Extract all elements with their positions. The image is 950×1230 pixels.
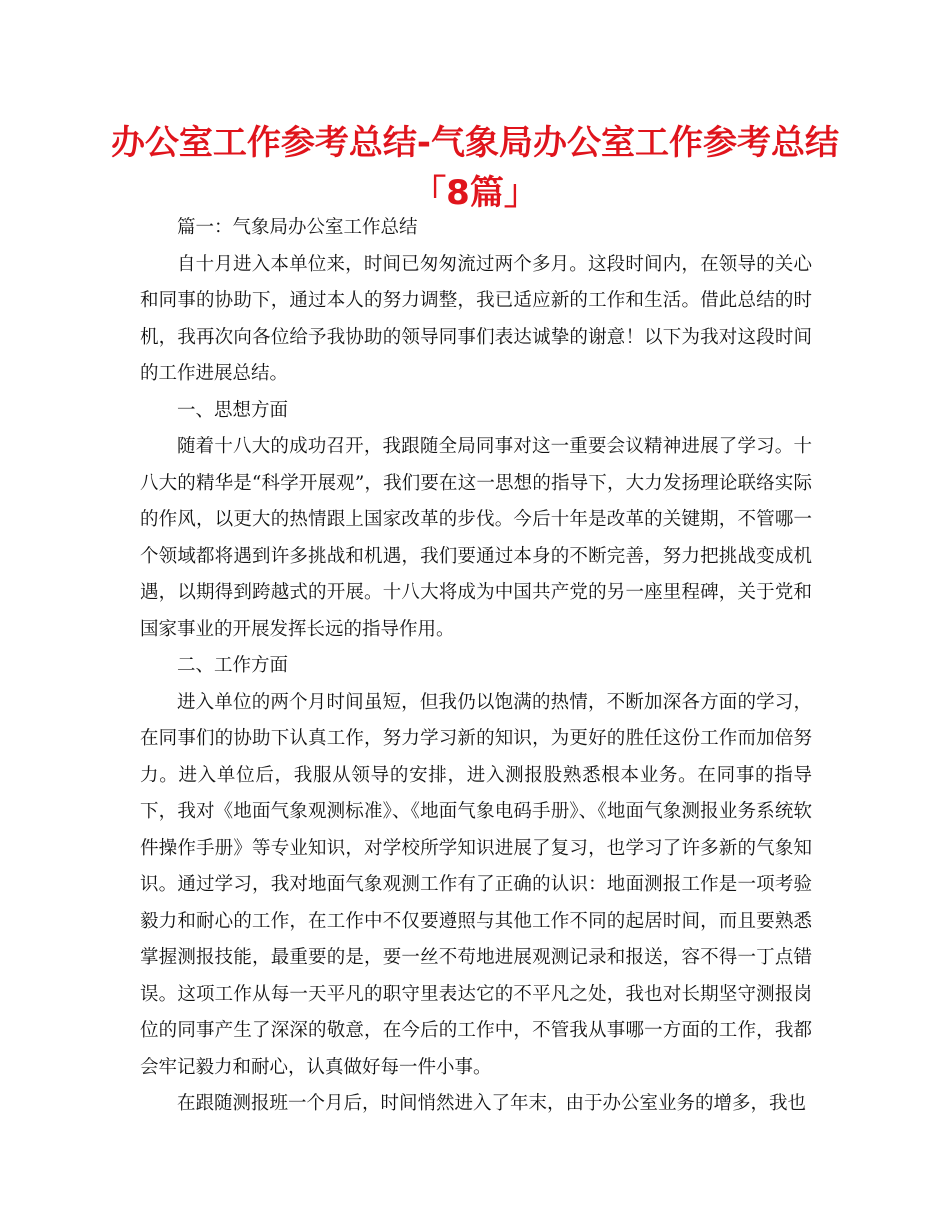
document-title: 办公室工作参考总结-气象局办公室工作参考总结「8篇」: [110, 123, 840, 213]
section-heading: 一、思想方面: [177, 399, 289, 421]
document-body: [140, 210, 812, 1123]
section-heading: 二、工作方面: [177, 655, 289, 676]
paragraph: 进入单位的两个月时间虽短，但我仍以饱满的热情，不断加深各方面的学习，在同事们的协助下认真工作，努力学习新的知识，为更好的胜任这份工作而加倍努力。进入单位后，我服从领导的安排，进入测报股熟悉根本业务。在同事的指导下，我对《地面气象观测标准》、《地面气象电码手册》、《地面气象测报业务系统软件操作手册》等专业知识，对学校所学知识进展了复习，也学习了许多新的气象知识。通过学习，我对地面气象观测工作有了正确的认识：地面测报工作是一项考验毅力和耐心的工作，在工作中不仅要遵照与其他工作不同的起居时间，而且要熟悉掌握测报技能，最重要的是，要一丝不苟地进展观测记录和报送，容不得一丁点错误。这项工作从每一天平凡的职守里表达它的不平凡之处，我也对长期坚守测报岗位的同事产生了深深的敬意，在今后的工作中，不管我从事哪一方面的工作，我都会牢记毅力和耐心，认真做好每一件小事。: [140, 691, 812, 1078]
paragraph: 随着十八大的成功召开，我跟随全局同事对这一重要会议精神进展了学习。十八大的精华是“科学开展观”，我们要在这一思想的指导下，大力发扬理论联络实际的作风，以更大的热情跟上国家改革的步伐。今后十年是改革的关键期，不管哪一个领域都将遇到许多挑战和机遇，我们要通过本身的不断完善，努力把挑战变成机遇，以期得到跨越式的开展。十八大将成为中国共产党的另一座里程碑，关于党和国家事业的开展发挥长远的指导作用。: [140, 436, 812, 640]
paragraph: 自十月进入本单位来，时间已匆匆流过两个多月。这段时间内，在领导的关心和同事的协助下，通过本人的努力调整，我已适应新的工作和生活。借此总结的时机，我再次向各位给予我协助的领导同事们表达诚挚的谢意！以下为我对这段时间的工作进展总结。: [140, 253, 812, 384]
section-heading: 篇一：气象局办公室工作总结: [177, 217, 418, 238]
paragraph: 在跟随测报班一个月后，时间悄然进入了年末，由于办公室业务的增多，我也: [177, 1093, 807, 1114]
